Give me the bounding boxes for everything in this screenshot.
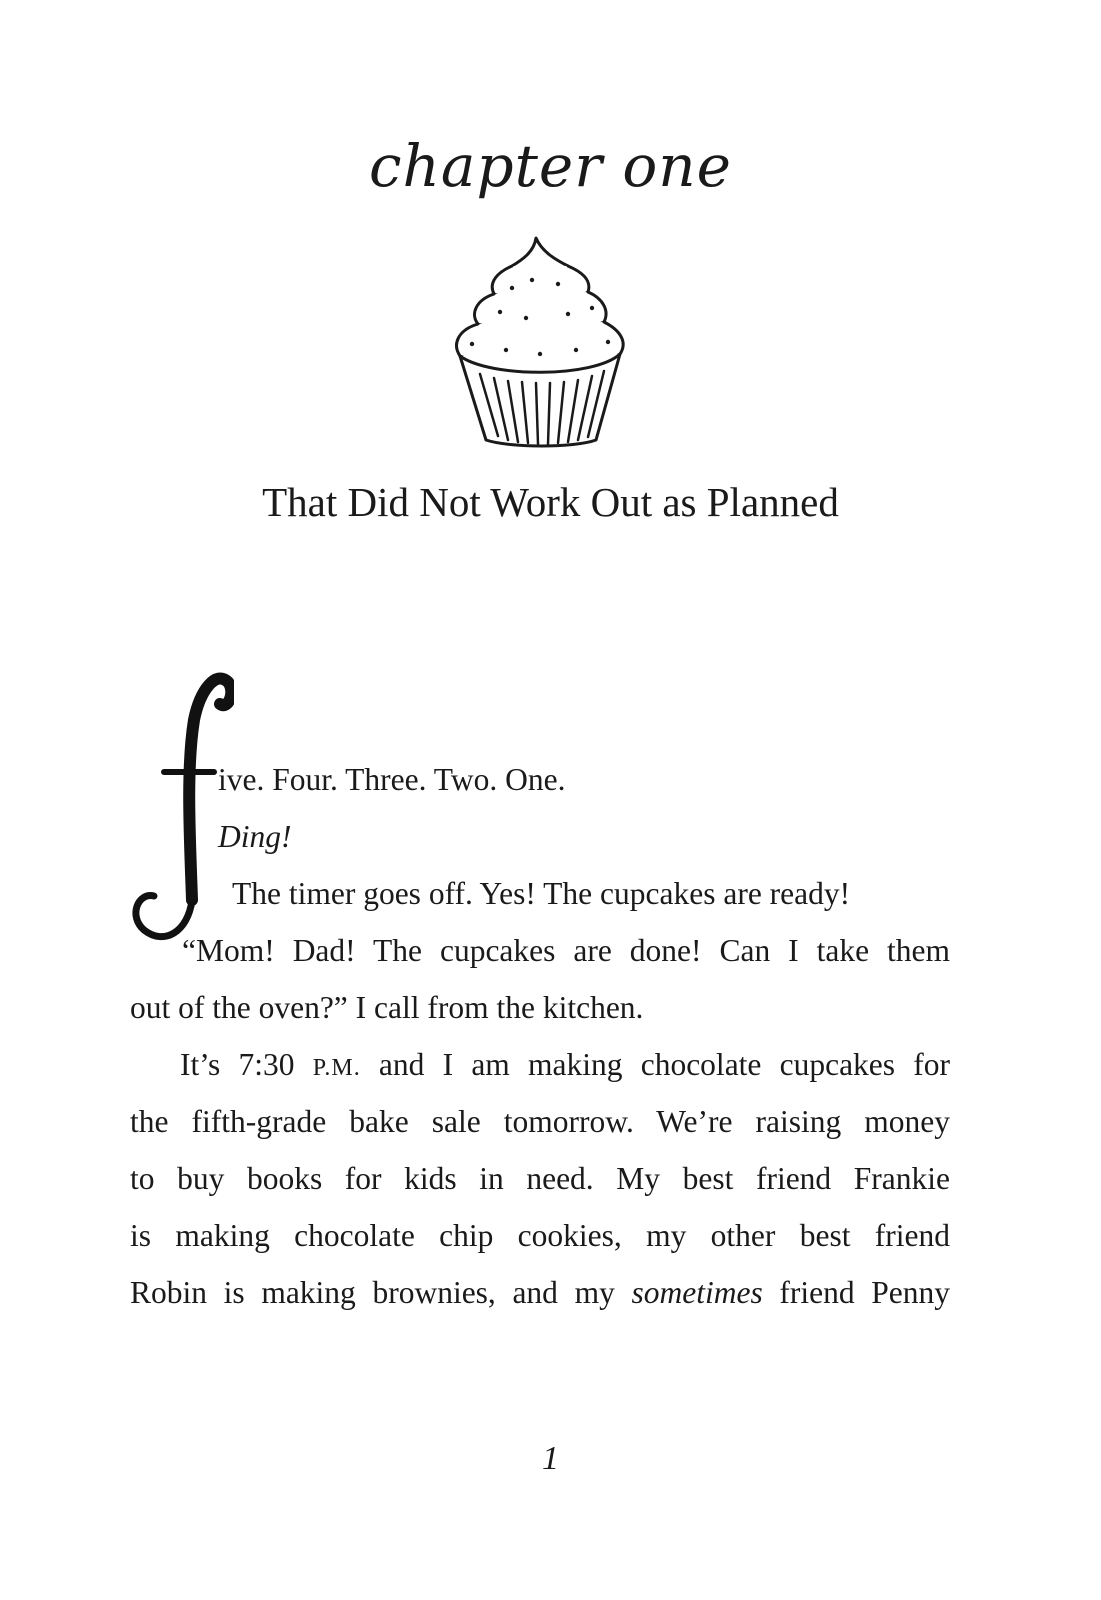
page-number: 1 [542, 1440, 559, 1477]
paragraph-line: out of the oven?” I call from the kitchen. [130, 990, 644, 1025]
paragraph-line: to buy books for kids in need. My best friend Frankie [130, 1161, 950, 1196]
chapter-label: chapter one [369, 132, 732, 200]
dropcap-f [124, 660, 234, 960]
cupcake-icon [450, 232, 630, 462]
line-text: and I am making chocolate cupcakes for [360, 1047, 950, 1082]
time-meridiem: P.M. [312, 1055, 361, 1081]
paragraph-line: “Mom! Dad! The cupcakes are done! Can I take them [182, 933, 950, 968]
chapter-title: That Did Not Work Out as Planned [262, 479, 839, 525]
paragraph-line: The timer goes off. Yes! The cupcakes are ready! [232, 876, 851, 911]
line-text: friend Penny [762, 1275, 950, 1310]
paragraph-line [180, 1045, 950, 1088]
line-text: It’s 7:30 [180, 1047, 313, 1082]
line-text: Robin is making brownies, and my [130, 1275, 632, 1310]
paragraph-line: is making chocolate chip cookies, my other best friend [130, 1218, 950, 1253]
emphasis: sometimes [631, 1275, 763, 1310]
paragraph-line [130, 1273, 950, 1313]
paragraph-line: ive. Four. Three. Two. One. [218, 762, 566, 797]
paragraph-line: the fifth-grade bake sale tomorrow. We’re raising money [130, 1104, 950, 1139]
paragraph-line: Ding! [218, 819, 292, 854]
